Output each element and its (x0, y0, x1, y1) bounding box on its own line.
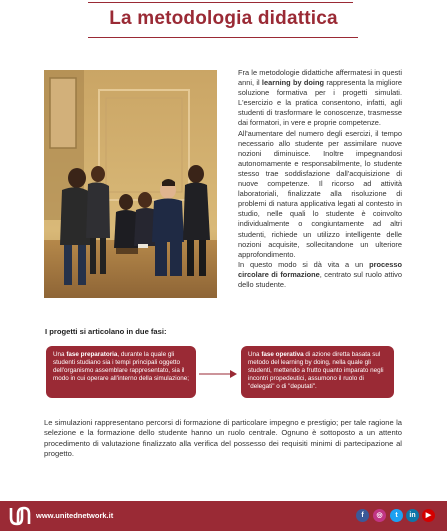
intro-paragraph-1: Fra le metodologie didattiche affermatesi in questi anni, il learning by doing rappresenta la migliore soluzione formativa per i progetti simulati. L'esercizio e la pratica consentono, infatti, agli studenti di trasformare le conoscenze, trasmesse dai formatori, in vere e proprie competenze. (238, 68, 402, 128)
intro-column (238, 68, 402, 290)
page-title: La metodologia didattica (109, 8, 338, 29)
intro-paragraph-3: In questo modo si dà vita a un processo circolare di formazione, centrato sul ruolo attivo dello studente. (238, 259, 402, 289)
closing-paragraph: Le simulazioni rappresentano percorsi di formazione di particolare impegno e prestigio; per tale ragione la selezione e la formazione dello studente hanno un ruolo centrale. Ognuno è sottoposto a un attento procedimento di valutazione finalizzato alla verifica del possesso dei requisiti minimi di partecipazione al progetto. (44, 418, 402, 459)
title-underline (88, 37, 358, 38)
intro-paragraph-2: All'aumentare del numero degli esercizi, il tempo necessario allo studente per assimilare nuove nozioni diminuisce. Inoltre impegnandosi autonomamente e responsabilmente, lo studente stesso trae soddisfazione dall'acquisizione di nuove competenze. Il ricorso ad attività laboratoriali, finalizzate alla risoluzione di problemi di natura applicativa legati al contesto in studio, nelle quali lo studente è coinvolto individualmente o congiuntamente ad altri studenti, richiede un utilizzo intelligente delle nozioni acquisite, sollecitandone un ulteriore approfondimento. (238, 128, 402, 259)
phases-heading: I progetti si articolano in due fasi: (45, 327, 167, 336)
top-divider (88, 2, 353, 3)
twitter-icon[interactable]: t (390, 509, 403, 522)
phase-operative-box: Una fase operativa di azione diretta basata sul metodo del learning by doing, nella quale gli studenti, mettendo a frutto quanto imparato negli incontri propedeutici, assumono il ruolo di "delegati" o di "deputati". (241, 346, 394, 398)
linkedin-icon[interactable]: in (406, 509, 419, 522)
arrow-right-icon (199, 368, 237, 380)
students-photo (44, 70, 217, 298)
facebook-icon[interactable]: f (356, 509, 369, 522)
website-link[interactable]: www.unitednetwork.it (36, 511, 114, 520)
phase-preparatory-box: Una fase preparatoria, durante la quale gli studenti studiano sia i tempi principali oggetto dell'organismo assemblare rappresentato, sia il modo in cui operare all'interno della simulazione; (46, 346, 196, 398)
united-network-logo-icon (9, 506, 31, 526)
youtube-icon[interactable]: ▶ (422, 509, 435, 522)
instagram-icon[interactable]: ◎ (373, 509, 386, 522)
